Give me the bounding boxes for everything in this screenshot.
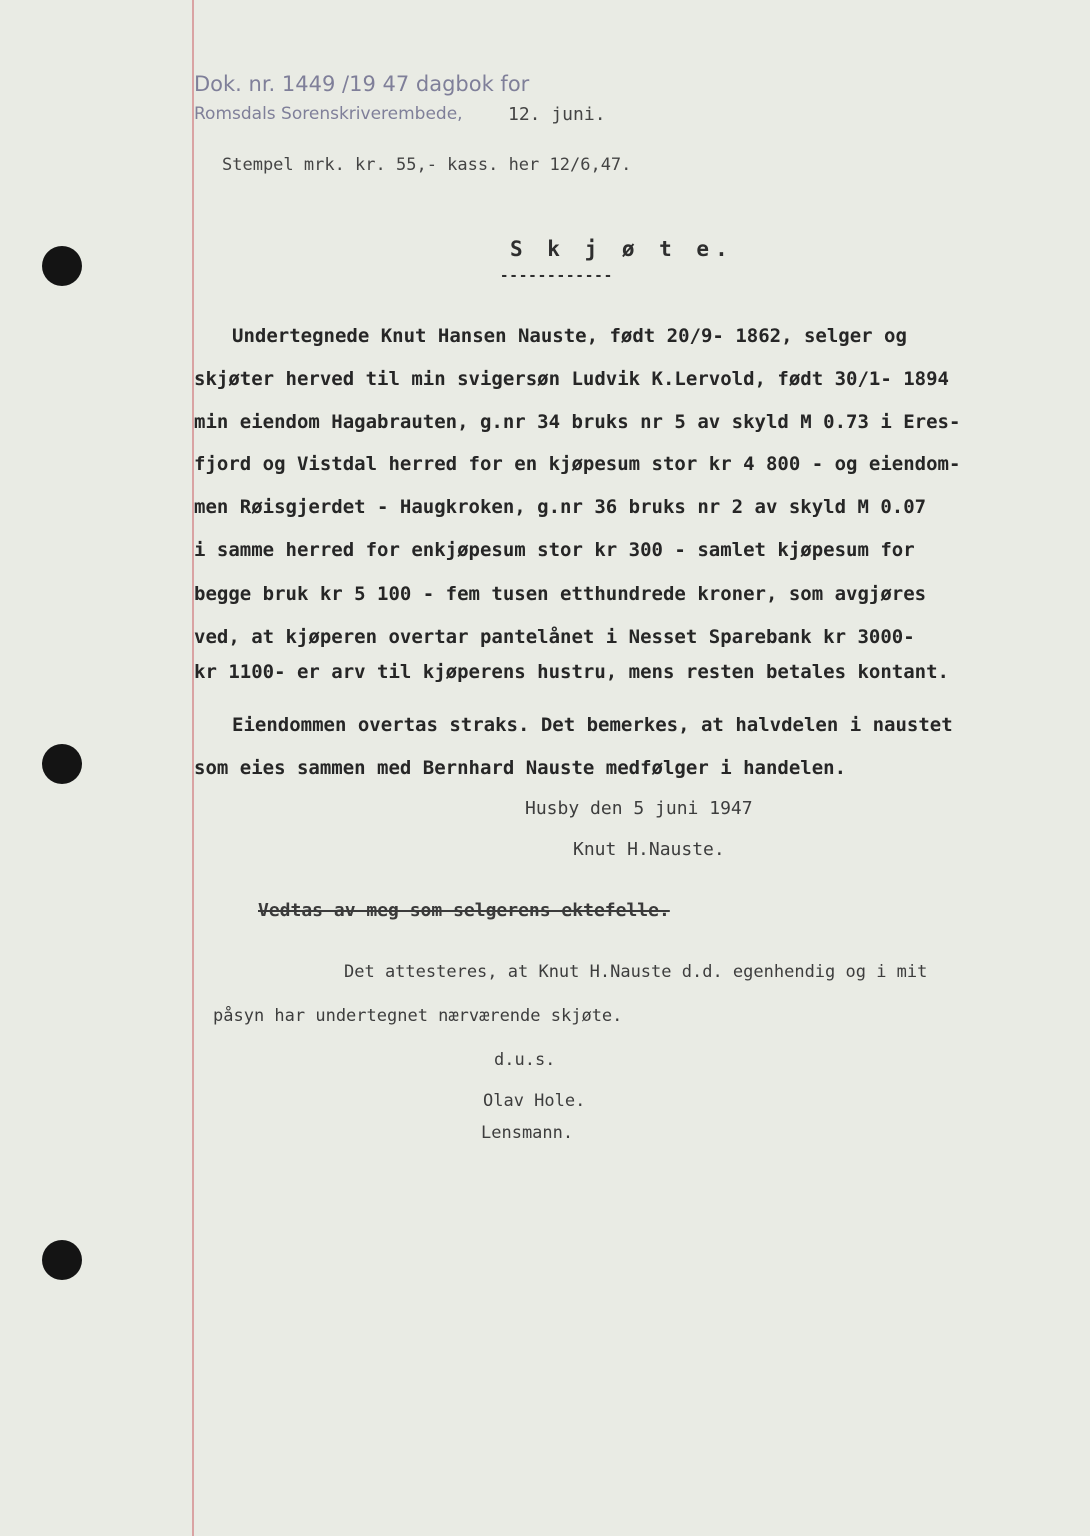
punch-hole-bottom [42,1240,82,1280]
body-line: i samme herred for enkjøpesum stor kr 300 - samlet kjøpesum for [194,539,915,561]
attestation-line1: Det attesteres, at Knut H.Nauste d.d. egenhendig og i mit [344,962,928,982]
punch-hole-top [42,246,82,286]
struck-spouse-text: Vedtas av meg som selgerens ektefelle. [258,900,670,921]
registry-stamp-line1: Dok. nr. 1449 /19 47 dagbok for [194,72,530,96]
attestation-line2: påsyn har undertegnet nærværende skjøte. [213,1006,623,1026]
seller-signature: Knut H.Nauste. [573,839,725,860]
body-line: men Røisgjerdet - Haugkroken, g.nr 36 bruks nr 2 av skyld M 0.07 [194,496,927,518]
body-line: Undertegnede Knut Hansen Nauste, født 20/9- 1862, selger og [232,325,907,347]
dus-mark: d.u.s. [494,1050,556,1070]
body-line: kr 1100- er arv til kjøperens hustru, mens resten betales kontant. [194,661,949,683]
stamp-fee-note: Stempel mrk. kr. 55,- kass. her 12/6,47. [222,155,632,175]
body-line: fjord og Vistdal herred for en kjøpesum stor kr 4 800 - og eiendom- [194,453,961,475]
body-line: min eiendom Hagabrauten, g.nr 34 bruks nr 5 av skyld M 0.73 i Eres- [194,411,961,433]
body-line: Eiendommen overtas straks. Det bemerkes, at halvdelen i naustet [232,714,953,736]
place-date: Husby den 5 juni 1947 [525,798,753,819]
punch-hole-middle [42,744,82,784]
body-line: begge bruk kr 5 100 - fem tusen etthundrede kroner, som avgjøres [194,583,927,605]
body-line: ved, at kjøperen overtar pantelånet i Nesset Sparebank kr 3000- [194,626,915,648]
registry-stamp-office: Romsdals Sorenskriverembede, [194,104,463,124]
official-title: Lensmann. [481,1123,574,1143]
document-title: S k j ø t e. [510,237,734,261]
official-name: Olav Hole. [483,1091,586,1111]
struck-spouse-line [258,900,670,921]
body-line: som eies sammen med Bernhard Nauste medfølger i handelen. [194,757,847,779]
title-underline: ------------ [500,268,614,284]
registry-date: 12. juni. [508,104,606,125]
body-line: skjøter herved til min svigersøn Ludvik K.Lervold, født 30/1- 1894 [194,368,949,390]
